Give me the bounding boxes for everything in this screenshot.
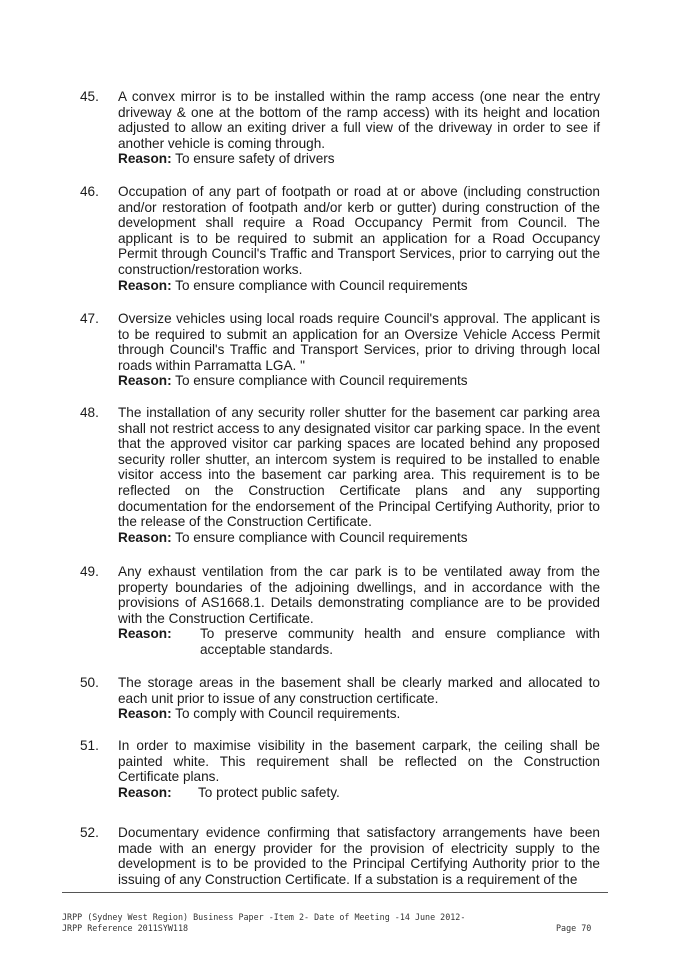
reason-label: Reason:: [118, 277, 172, 293]
reason-text: To ensure safety of drivers: [175, 151, 335, 167]
condition-reason: [118, 706, 600, 722]
condition-reason: [118, 373, 600, 389]
reason-label: Reason:: [118, 784, 172, 800]
footer-meeting-line: JRPP (Sydney West Region) Business Paper -Item 2- Date of Meeting -14 June 2012-: [62, 912, 466, 922]
reason-label: Reason:: [118, 529, 172, 545]
condition-reason: [118, 626, 600, 657]
condition-number: 47.: [80, 311, 99, 326]
reason-label: Reason:: [118, 706, 172, 722]
condition-number: 46.: [80, 184, 99, 199]
reason-text: To ensure compliance with Council requirements: [175, 277, 468, 293]
reason-text: To ensure compliance with Council requirements: [175, 529, 468, 545]
reason-text: To comply with Council requirements.: [175, 706, 401, 722]
condition-reason: [118, 785, 600, 801]
reason-label: Reason:: [118, 151, 172, 167]
condition-reason: [118, 151, 600, 167]
condition-number: 48.: [80, 405, 99, 420]
reason-text: To protect public safety.: [198, 784, 340, 800]
condition-text: Any exhaust ventilation from the car park is to be ventilated away from the property boundaries of the adjoining dwellings, and in accordance with the provisions of AS1668.1. Details demonstrating compliance are to be provided with the Construction Certificate.: [118, 564, 600, 626]
reason-text: To preserve community health and ensure compliance with acceptable standards.: [200, 626, 600, 657]
condition-number: 51.: [80, 738, 99, 753]
reason-label: Reason:: [118, 373, 172, 389]
condition-number: 45.: [80, 89, 99, 104]
condition-text: Oversize vehicles using local roads require Council's approval. The applicant is to be required to submit an application for an Oversize Vehicle Access Permit through Council's Traffic and Transport Services, prior to driving through local roads within Parramatta LGA. ": [118, 311, 600, 373]
condition-reason: [118, 278, 600, 294]
condition-text: The storage areas in the basement shall be clearly marked and allocated to each unit prior to issue of any construction certificate.: [118, 675, 600, 706]
condition-text: Occupation of any part of footpath or road at or above (including construction and/or restoration of footpath and/or kerb or gutter) during construction of the development shall require a Road Occupancy Permit from Council. The applicant is to be required to submit an application for a Road Occupancy Permit through Council's Traffic and Transport Services, prior to carrying out the construction/restoration works.: [118, 184, 600, 277]
condition-text: The installation of any security roller shutter for the basement car parking area shall not restrict access to any designated visitor car parking space. In the event that the approved visitor car parking spaces are located behind any proposed security roller shutter, an intercom system is required to be installed to enable visitor access into the basement car parking area. This requirement is to be reflected on the Construction Certificate plans and any supporting documentation for the endorsement of the Principal Certifying Authority, prior to the release of the Construction Certificate.: [118, 405, 600, 530]
footer-reference: [62, 912, 465, 934]
condition-number: 50.: [80, 675, 99, 690]
page-number: Page 70: [556, 923, 592, 933]
reason-text: To ensure compliance with Council requirements: [175, 373, 468, 389]
reason-label: Reason:: [118, 626, 172, 642]
footer-rule: [62, 892, 608, 893]
condition-text: A convex mirror is to be installed within the ramp access (one near the entry driveway & one at the bottom of the ramp access) with its height and location adjusted to allow an exiting driver a full view of the driveway in order to see if another vehicle is coming through.: [118, 89, 600, 151]
condition-reason: [118, 530, 600, 546]
condition-number: 49.: [80, 564, 99, 579]
footer-reference-line: JRPP Reference 2011SYW118: [62, 923, 189, 933]
condition-number: 52.: [80, 825, 99, 840]
condition-text: In order to maximise visibility in the basement carpark, the ceiling shall be painted white. This requirement shall be reflected on the Construction Certificate plans.: [118, 738, 600, 785]
condition-text: Documentary evidence confirming that satisfactory arrangements have been made with an energy provider for the provision of electricity supply to the development is to be provided to the Principal Certifying Authority prior to the issuing of any Construction Certificate. If a substation is a requirement of the: [118, 825, 600, 887]
